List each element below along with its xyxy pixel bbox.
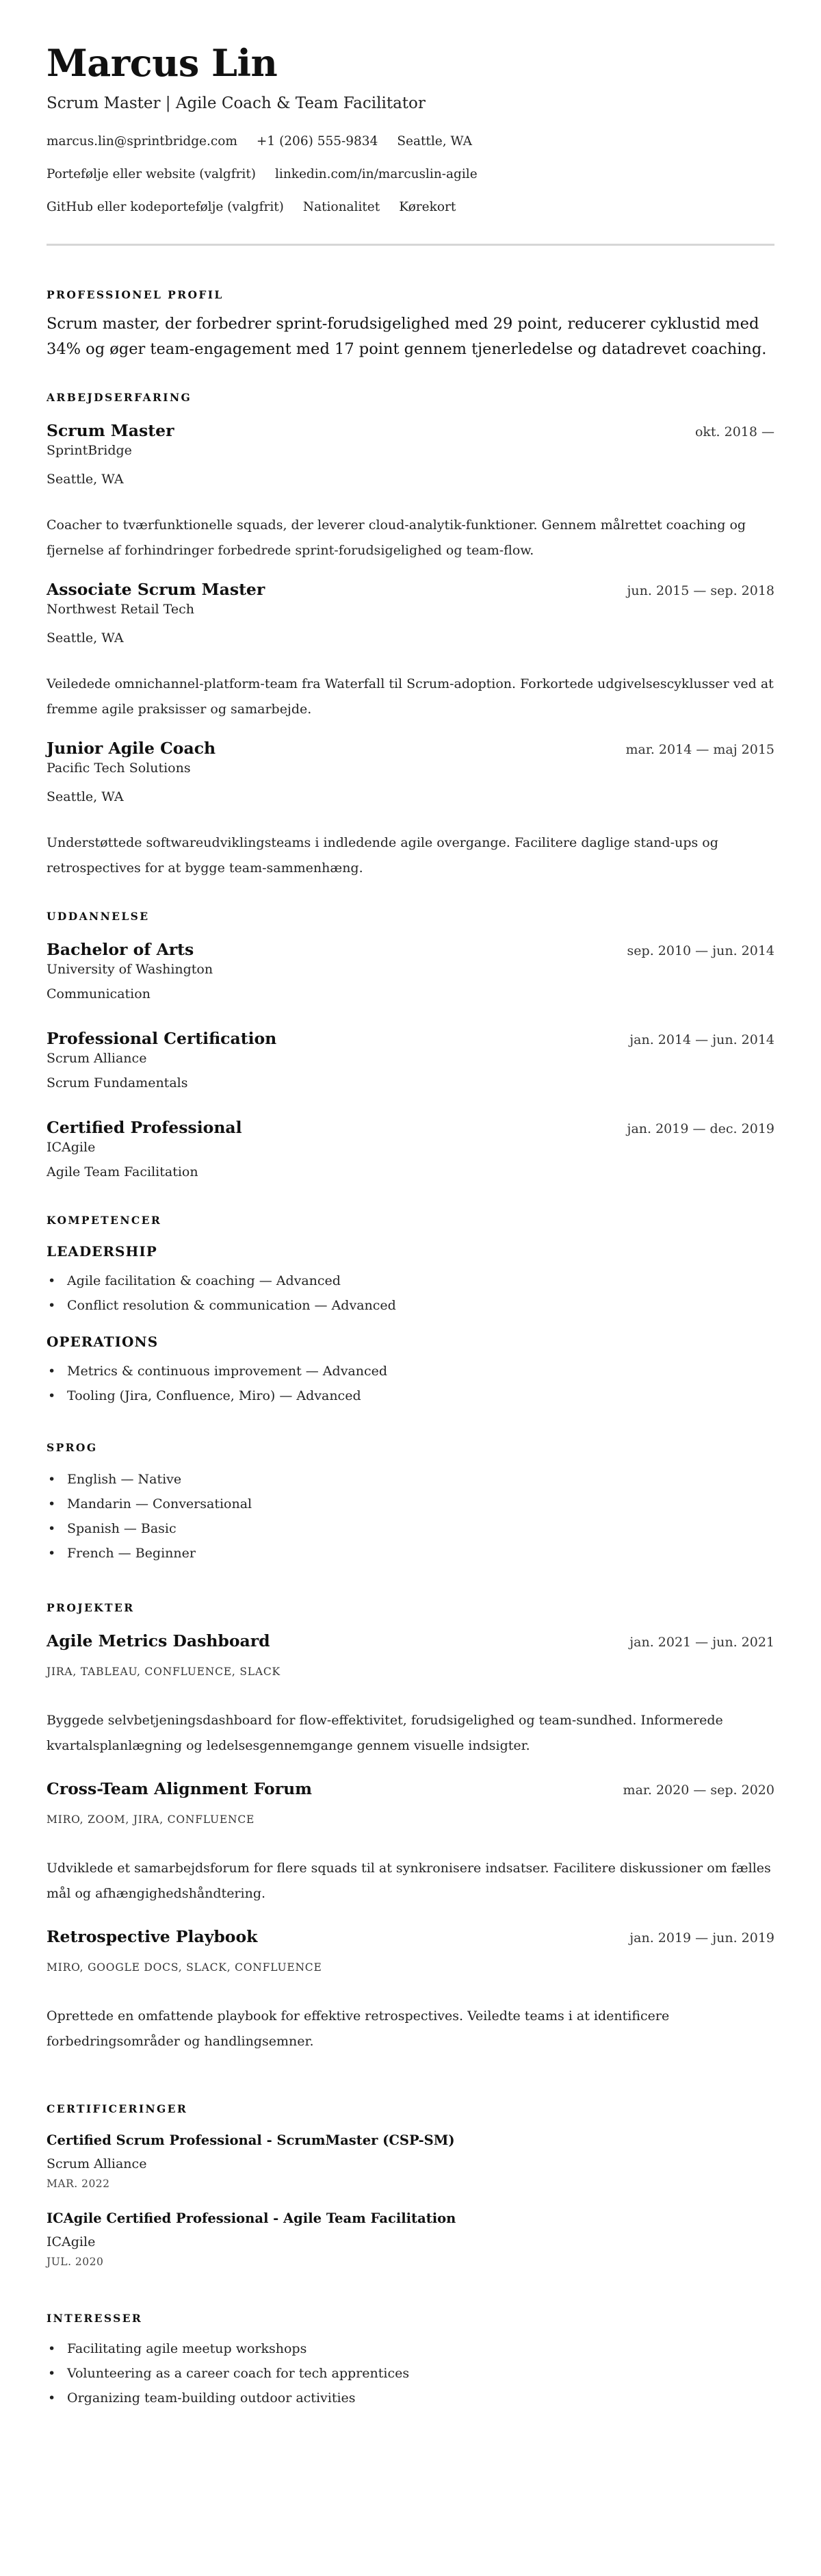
entry-date: jun. 2015 — sep. 2018 xyxy=(627,583,774,598)
contact-row xyxy=(47,133,774,151)
entry-title: Professional Certification xyxy=(47,1029,277,1048)
nationality: Nationalitet xyxy=(302,200,380,214)
entry-date: mar. 2020 — sep. 2020 xyxy=(623,1783,774,1798)
list-item-text: Organizing team-building outdoor activities xyxy=(67,2390,356,2406)
list-item xyxy=(47,1492,774,1516)
entry-title: Retrospective Playbook xyxy=(47,1927,258,1946)
list-item xyxy=(47,1293,774,1318)
profile-text: Scrum master, der forbedrer sprint-forudsigelighed med 29 point, reducerer cyklustid med 34% og øger team-engagement med 17 point gennem tjenerledelse og datadrevet coaching. xyxy=(47,315,767,358)
section-heading: INTERESSER xyxy=(47,2312,143,2325)
entry-date: sep. 2010 — jun. 2014 xyxy=(627,943,774,958)
list-item-text: Spanish — Basic xyxy=(67,1521,177,1536)
phone: +1 (206) 555-9834 xyxy=(256,134,378,149)
entry-date: mar. 2014 — maj 2015 xyxy=(625,742,774,757)
certification-date: JUL. 2020 xyxy=(47,2256,104,2268)
certification-title: Certified Scrum Professional - ScrumMaster (CSP-SM) xyxy=(47,2132,455,2148)
certification-entry xyxy=(47,2209,774,2269)
entry-header xyxy=(47,1117,774,1138)
entry-title: Scrum Master xyxy=(47,421,174,440)
project-tech: MIRO, ZOOM, JIRA, CONFLUENCE xyxy=(47,1813,255,1826)
entry-header xyxy=(47,1630,774,1652)
entry-title: Cross-Team Alignment Forum xyxy=(47,1779,313,1798)
section-heading: PROFESSIONEL PROFIL xyxy=(47,288,224,301)
header-divider xyxy=(47,244,774,246)
entry-header xyxy=(47,1926,774,1948)
education-section xyxy=(47,910,774,1181)
job-location: Seattle, WA xyxy=(47,789,124,804)
field-of-study: Scrum Fundamentals xyxy=(47,1075,188,1091)
experience-entry xyxy=(47,737,774,881)
linkedin-link[interactable]: linkedin.com/in/marcuslin-agile xyxy=(275,167,478,181)
entry-title: Associate Scrum Master xyxy=(47,580,265,599)
section-heading: UDDANNELSE xyxy=(47,910,150,923)
bullet-icon: • xyxy=(48,2390,56,2406)
institution: Scrum Alliance xyxy=(47,1051,147,1066)
list-item xyxy=(47,1359,774,1383)
education-entry xyxy=(47,1117,774,1181)
field-of-study: Agile Team Facilitation xyxy=(47,1164,198,1179)
experience-section xyxy=(47,391,774,881)
project-entry xyxy=(47,1926,774,2054)
bullet-icon: • xyxy=(48,1472,56,1487)
entry-header xyxy=(47,939,774,960)
project-tech: MIRO, GOOGLE DOCS, SLACK, CONFLUENCE xyxy=(47,1961,322,1974)
institution: ICAgile xyxy=(47,1140,96,1155)
candidate-name: Marcus Lin xyxy=(47,41,278,85)
list-item xyxy=(47,1467,774,1492)
education-entry xyxy=(47,1028,774,1092)
project-entry xyxy=(47,1630,774,1759)
section-heading: SPROG xyxy=(47,1441,98,1454)
languages-section xyxy=(47,1441,774,1566)
portfolio-link[interactable]: Portefølje eller website (valgfrit) xyxy=(47,167,256,181)
projects-section xyxy=(47,1601,774,2054)
project-description: Oprettede en omfattende playbook for effektive retrospectives. Veiledte teams i at identificere forbedringsområder og handlingsemner. xyxy=(47,2008,670,2049)
section-heading: KOMPETENCER xyxy=(47,1214,162,1227)
section-heading: ARBEJDSERFARING xyxy=(47,391,192,404)
certification-issuer: ICAgile xyxy=(47,2234,96,2249)
github-link[interactable]: GitHub eller kodeportefølje (valgfrit) xyxy=(47,200,284,214)
candidate-title: Scrum Master | Agile Coach & Team Facilitator xyxy=(47,94,426,112)
entry-date: jan. 2021 — jun. 2021 xyxy=(629,1635,774,1650)
entry-date: jan. 2019 — dec. 2019 xyxy=(627,1121,774,1136)
interests-section xyxy=(47,2312,774,2410)
list-item xyxy=(47,2336,774,2361)
entry-header xyxy=(47,1028,774,1049)
project-description: Byggede selvbetjeningsdashboard for flow-effektivitet, forudsigelighed og team-sundhed. Informerede kvartalsplanlægning og ledelsesgennemgange gennem visuelle indsigter. xyxy=(47,1713,723,1753)
skill-group-title: OPERATIONS xyxy=(47,1334,159,1350)
project-entry xyxy=(47,1778,774,1907)
experience-entry xyxy=(47,578,774,722)
job-description: Coacher to tværfunktionelle squads, der leverer cloud-analytik-funktioner. Gennem målrettet coaching og fjernelse af forhindringer forbedrede sprint-forudsigelighed og team-flow. xyxy=(47,518,746,558)
list-item xyxy=(47,1383,774,1408)
bullet-icon: • xyxy=(48,2341,56,2356)
entry-title: Junior Agile Coach xyxy=(47,739,216,758)
project-description: Udviklede et samarbejdsforum for flere squads til at synkronisere indsatser. Facilitere diskussioner om fælles mål og afhængighedshåndtering. xyxy=(47,1861,771,1901)
skills-section xyxy=(47,1214,774,1408)
certifications-section xyxy=(47,2102,774,2269)
contact-row xyxy=(47,199,774,216)
email-link[interactable]: marcus.lin@sprintbridge.com xyxy=(47,134,237,149)
bullet-icon: • xyxy=(48,1388,56,1403)
company-name: Pacific Tech Solutions xyxy=(47,761,191,776)
company-name: SprintBridge xyxy=(47,443,132,458)
skill-list xyxy=(47,1268,774,1318)
list-item xyxy=(47,1541,774,1566)
list-item-text: Facilitating agile meetup workshops xyxy=(67,2341,307,2356)
skill-group-title: LEADERSHIP xyxy=(47,1243,157,1260)
list-item-text: English — Native xyxy=(67,1472,182,1487)
certification-entry xyxy=(47,2131,774,2191)
location: Seattle, WA xyxy=(397,134,472,149)
job-description: Understøttede softwareudviklingsteams i indledende agile overgange. Facilitere daglige stand-ups og retrospectives for at bygge team-sammenhæng. xyxy=(47,835,718,876)
list-item-text: Tooling (Jira, Confluence, Miro) — Advanced xyxy=(67,1388,361,1403)
education-entry xyxy=(47,939,774,1003)
list-item-text: Agile facilitation & coaching — Advanced xyxy=(67,1273,341,1288)
entry-header xyxy=(47,1778,774,1800)
contact-row xyxy=(47,166,774,183)
profile-section xyxy=(47,288,774,362)
project-tech: JIRA, TABLEAU, CONFLUENCE, SLACK xyxy=(47,1666,281,1678)
entry-title: Agile Metrics Dashboard xyxy=(47,1631,270,1650)
certification-date: MAR. 2022 xyxy=(47,2178,110,2190)
company-name: Northwest Retail Tech xyxy=(47,602,194,617)
bullet-icon: • xyxy=(48,1273,56,1288)
list-item-text: French — Beginner xyxy=(67,1546,196,1561)
certification-title: ICAgile Certified Professional - Agile Team Facilitation xyxy=(47,2210,456,2226)
entry-date: jan. 2019 — jun. 2019 xyxy=(629,1930,774,1946)
drivers-license: Kørekort xyxy=(399,200,456,214)
entry-header xyxy=(47,578,774,600)
list-item-text: Volunteering as a career coach for tech apprentices xyxy=(67,2366,410,2381)
entry-title: Certified Professional xyxy=(47,1118,242,1137)
list-item-text: Mandarin — Conversational xyxy=(67,1496,252,1512)
list-item xyxy=(47,1516,774,1541)
field-of-study: Communication xyxy=(47,986,151,1002)
job-location: Seattle, WA xyxy=(47,630,124,646)
bullet-icon: • xyxy=(48,1298,56,1313)
list-item-text: Conflict resolution & communication — Advanced xyxy=(67,1298,396,1313)
list-item xyxy=(47,2386,774,2410)
resume-header xyxy=(47,40,774,216)
entry-date: okt. 2018 — xyxy=(694,424,774,439)
entry-title: Bachelor of Arts xyxy=(47,940,194,959)
skill-list xyxy=(47,1359,774,1408)
bullet-icon: • xyxy=(48,2366,56,2381)
certification-issuer: Scrum Alliance xyxy=(47,2156,147,2171)
section-heading: CERTIFICERINGER xyxy=(47,2102,188,2115)
section-heading: PROJEKTER xyxy=(47,1601,135,1614)
bullet-icon: • xyxy=(48,1521,56,1536)
list-item xyxy=(47,2361,774,2386)
institution: University of Washington xyxy=(47,962,213,977)
job-location: Seattle, WA xyxy=(47,472,124,487)
experience-entry xyxy=(47,420,774,563)
entry-header xyxy=(47,420,774,442)
bullet-icon: • xyxy=(48,1364,56,1379)
entry-header xyxy=(47,737,774,759)
bullet-icon: • xyxy=(48,1496,56,1512)
bullet-icon: • xyxy=(48,1546,56,1561)
entry-date: jan. 2014 — jun. 2014 xyxy=(629,1032,774,1047)
list-item xyxy=(47,1268,774,1293)
job-description: Veiledede omnichannel-platform-team fra Waterfall til Scrum-adoption. Forkortede udgivelsescyklusser ved at fremme agile praksisser og samarbejde. xyxy=(47,676,774,717)
list-item-text: Metrics & continuous improvement — Advanced xyxy=(67,1364,388,1379)
